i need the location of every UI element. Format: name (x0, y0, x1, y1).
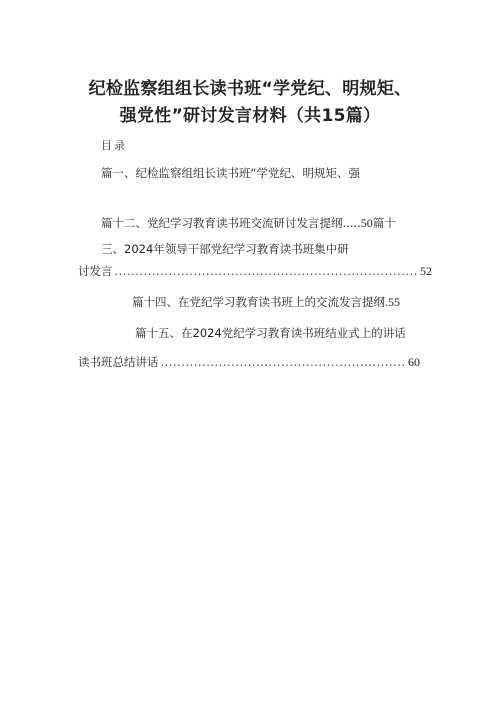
toc-entry-13-continuation[interactable]: 三、2024年领导干部党纪学习教育读书班集中研 (101, 242, 349, 256)
toc-entry-13-start: 篇十 (372, 216, 396, 230)
toc-heading: 目录 (101, 139, 127, 152)
document-title-line-1: 纪检监察组组长读书班“学党纪、明规矩、 (88, 79, 412, 99)
toc-leader-dots (115, 264, 419, 278)
toc-entry-12-dots: ..... (342, 216, 361, 230)
toc-entry-14-page: .55 (385, 295, 400, 309)
toc-entry-14[interactable] (132, 295, 400, 309)
toc-entry-12[interactable] (101, 216, 396, 230)
document-title-line-2: 强党性”研讨发言材料（共15篇） (119, 106, 381, 126)
toc-leader-dots (161, 355, 407, 369)
toc-entry-13-page: 52 (420, 264, 432, 278)
toc-entry-1[interactable]: 篇一、纪检监察组组长读书班“学党纪、明规矩、强 (101, 166, 360, 180)
toc-entry-15-end-text: 读书班总结讲话 (78, 355, 159, 369)
toc-entry-15-end[interactable] (78, 355, 420, 369)
toc-entry-15[interactable]: 篇十五、在2024党纪学习教育读书班结业式上的讲话 (135, 326, 406, 340)
toc-entry-13-end-text: 讨发言 (78, 264, 113, 278)
toc-entry-15-page: 60 (408, 355, 420, 369)
toc-entry-12-text: 篇十二、党纪学习教育读书班交流研讨发言提纲 (101, 216, 343, 230)
toc-entry-14-text: 篇十四、在党纪学习教育读书班上的交流发言提纲 (132, 295, 385, 309)
toc-entry-12-page: 50 (360, 216, 373, 230)
toc-entry-13-end[interactable] (78, 264, 432, 278)
